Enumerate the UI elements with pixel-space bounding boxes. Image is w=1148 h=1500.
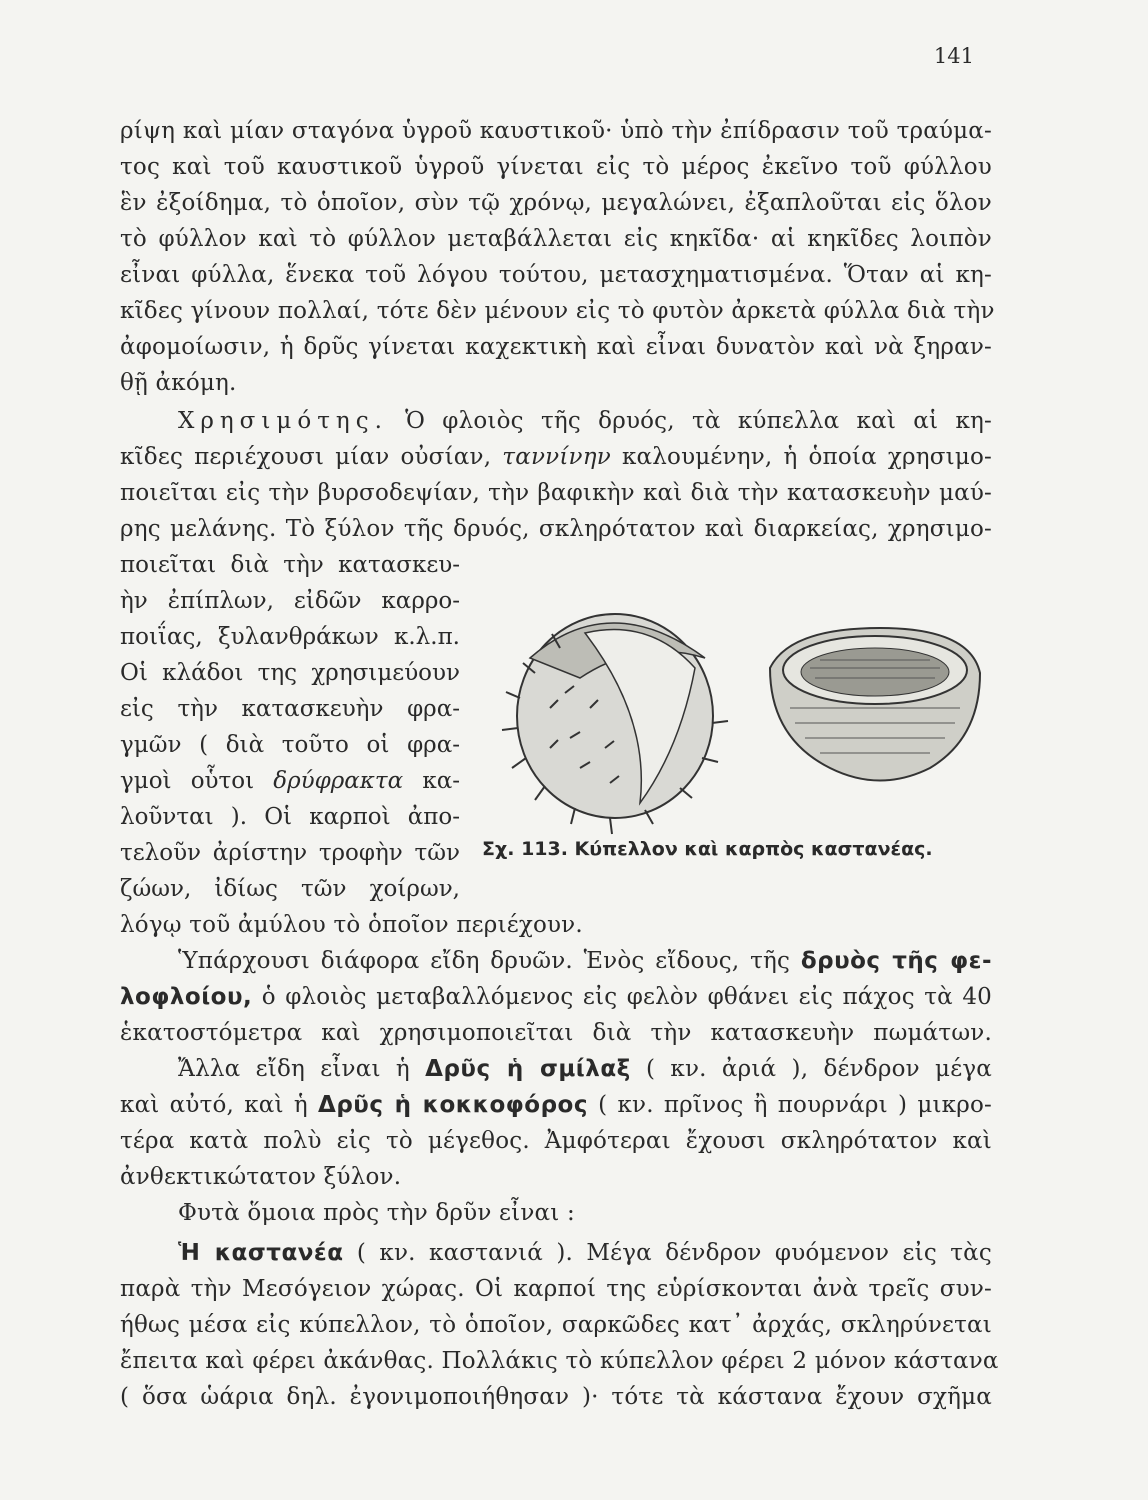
text-line: τος καὶ τοῦ καυστικοῦ ὑγροῦ γίνεται εἰς τὸ μέρος ἐκεῖνο τοῦ φύλλου [120, 154, 992, 180]
text-line: παρὰ τὴν Μεσόγειον χώρας. Οἱ καρποί της εὑρίσκονται ἀνὰ τρεῖς συν- [120, 1276, 992, 1302]
text-line [178, 1056, 992, 1082]
text-line: τὸ φύλλον καὶ τὸ φύλλον μεταβάλλεται εἰς κηκῖδα· αἱ κηκῖδες λοιπὸν [120, 226, 992, 252]
text-span: γμοὶ οὗτοι [120, 768, 255, 794]
text-line: εἶναι φύλλα, ἕνεκα τοῦ λόγου τούτου, μετασχηματισμένα. Ὅταν αἱ κη- [120, 262, 992, 288]
text-line: ἀφομοίωσιν, ἡ δρῦς γίνεται καχεκτικὴ καὶ εἶναι δυνατὸν καὶ νὰ ξηραν- [120, 334, 992, 360]
text-line: ποιΐας, ξυλανθράκων κ.λ.π. [120, 624, 460, 650]
text-line: ἔπειτα καὶ φέρει ἀκάνθας. Πολλάκις τὸ κύπελλον φέρει 2 μόνον κάστανα [120, 1348, 999, 1374]
text-line: ζώων, ἰδίως τῶν χοίρων, [120, 876, 460, 902]
text-span: καὶ αὐτό, καὶ ἡ [120, 1092, 308, 1118]
text-line: ρης μελάνης. Τὸ ξύλον τῆς δρυός, σκληρότατον καὶ διαρκείας, χρησιμο- [120, 516, 992, 542]
italic-term: δρύφρακτα [273, 768, 404, 794]
text-line [178, 948, 992, 974]
chestnut-figure [490, 598, 990, 838]
text-line [178, 1240, 992, 1266]
text-line: ἓν ἐξοίδημα, τὸ ὁποῖον, σὺν τῷ χρόνῳ, μεγαλώνει, ἐξαπλοῦται εἰς ὅλον [120, 190, 992, 216]
text-line: Φυτὰ ὅμοια πρὸς τὴν δρῦν εἶναι : [178, 1200, 575, 1226]
chestnut-husk-drawing [502, 614, 728, 834]
text-line: θῇ ἀκόμη. [120, 370, 237, 396]
text-line: λόγῳ τοῦ ἀμύλου τὸ ὁποῖον περιέχουν. [120, 912, 583, 938]
text-line: ἀνθεκτικώτατον ξύλον. [120, 1164, 402, 1190]
text-span: κα- [422, 768, 460, 794]
text-span: Ὁ φλοιὸς τῆς δρυός, τὰ κύπελλα καὶ αἱ κη- [405, 408, 992, 434]
text-line: ήθως μέσα εἰς κύπελλον, τὸ ὁποῖον, σαρκῶδες κατ᾽ ἀρχάς, σκληρύνεται [120, 1312, 992, 1338]
text-line: Οἱ κλάδοι της χρησιμεύουν [120, 660, 460, 686]
text-line: ( ὅσα ὡάρια δηλ. ἐγονιμοποιήθησαν )· τότε τὰ κάστανα ἔχουν σχῆμα [120, 1384, 992, 1410]
text-line [120, 768, 460, 794]
text-line: ποιεῖται διὰ τὴν κατασκευ- [120, 552, 460, 578]
bold-term: δρυὸς τῆς φε- [800, 948, 992, 974]
text-line: κῖδες γίνουν πολλαί, τότε δὲν μένουν εἰς τὸ φυτὸν ἀρκετὰ φύλλα διὰ τὴν [120, 298, 995, 324]
bold-term: Δρῦς ἡ σμίλαξ [425, 1056, 631, 1082]
text-line: ὴν ἐπίπλων, εἰδῶν καρρο- [120, 588, 460, 614]
text-line: εἰς τὴν κατασκευὴν φρα- [120, 696, 460, 722]
text-span: ( κν. καστανιά ). Μέγα δένδρον φυόμενον εἰς τὰς [356, 1240, 992, 1266]
text-span: καλουμένην, ἡ ὁποία χρησιμο- [621, 444, 993, 470]
bold-term: Ἡ καστανέα [178, 1240, 344, 1266]
text-line: τελοῦν ἀρίστην τροφὴν τῶν [120, 840, 460, 866]
text-span: κῖδες περιέχουσι μίαν οὐσίαν, [120, 444, 492, 470]
text-span: ( κν. πρῖνος ἢ πουρνάρι ) μικρο- [598, 1092, 992, 1118]
text-line [120, 1092, 992, 1118]
text-span: Ὑπάρχουσι διάφορα εἴδη δρυῶν. Ἑνὸς εἴδους, τῆς [178, 948, 791, 974]
section-heading: Χρησιμότης. [178, 408, 388, 434]
text-span: ( κν. ἀριά ), δένδρον μέγα [645, 1056, 992, 1082]
chestnut-cup-drawing [770, 628, 980, 781]
text-span: Ἄλλα εἴδη εἶναι ἡ [178, 1056, 410, 1082]
text-line [178, 408, 992, 434]
bold-term: λοφλοίου, [120, 984, 253, 1010]
text-line [120, 444, 992, 470]
text-line: ποιεῖται εἰς τὴν βυρσοδεψίαν, τὴν βαφικὴν καὶ διὰ τὴν κατασκευὴν μαύ- [120, 480, 992, 506]
text-line: γμῶν ( διὰ τοῦτο οἱ φρα- [120, 732, 460, 758]
text-line: λοῦνται ). Οἱ καρποὶ ἀπο- [120, 804, 460, 830]
text-span: ὁ φλοιὸς μεταβαλλόμενος εἰς φελὸν φθάνει εἰς πάχος τὰ 40 [261, 984, 993, 1010]
italic-term: ταννίνην [502, 444, 611, 470]
text-line: τέρα κατὰ πολὺ εἰς τὸ μέγεθος. Ἀμφότεραι ἔχουσι σκληρότατον καὶ [120, 1128, 992, 1154]
bold-term: Δρῦς ἡ κοκκοφόρος [318, 1092, 588, 1118]
text-line [120, 984, 992, 1010]
figure-caption: Σχ. 113. Κύπελλον καὶ καρπὸς καστανέας. [482, 838, 933, 860]
text-line: ρίψη καὶ μίαν σταγόνα ὑγροῦ καυστικοῦ· ὑπὸ τὴν ἐπίδρασιν τοῦ τραύμα- [120, 118, 992, 144]
text-line: ἑκατοστόμετρα καὶ χρησιμοποιεῖται διὰ τὴν κατασκευὴν πωμάτων. [120, 1020, 992, 1046]
page-number: 141 [933, 44, 974, 68]
